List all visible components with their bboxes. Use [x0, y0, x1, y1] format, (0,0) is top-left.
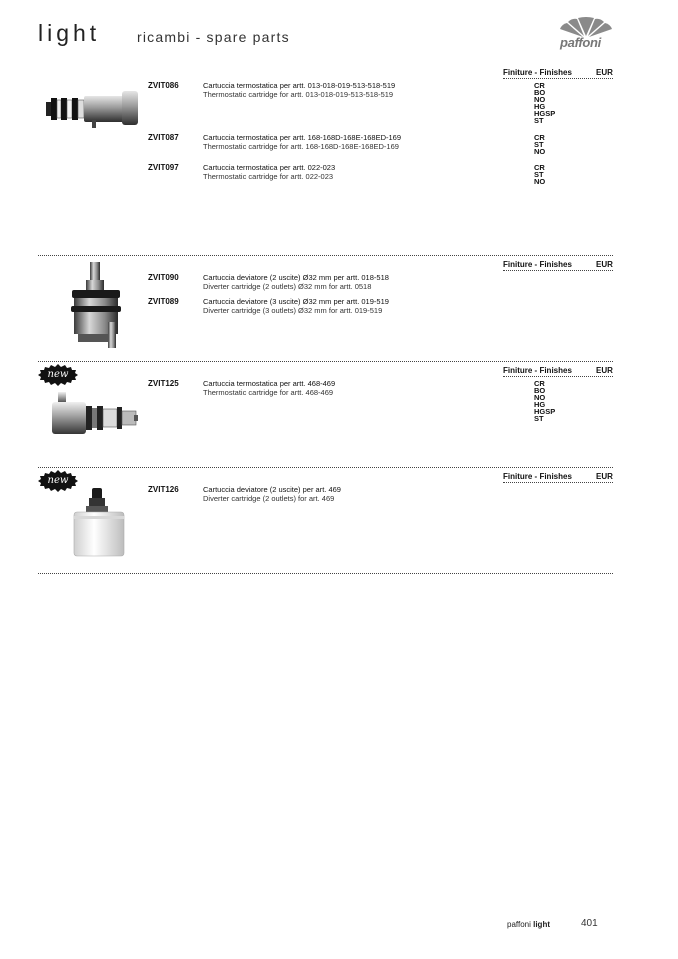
item-code: ZVIT125	[148, 379, 179, 388]
logo-text: paffoni	[560, 35, 601, 50]
description-it: Cartuccia termostatica per artt. 168-168D-168E-168ED-169	[203, 133, 402, 142]
description-it: Cartuccia termostatica per artt. 468-469	[203, 379, 336, 388]
finish-code: CR	[534, 133, 545, 142]
description-en: Thermostatic cartridge for artt. 022-023	[203, 172, 334, 181]
footer-brand-name: paffoni	[507, 920, 531, 929]
diverter-cartridge-image	[68, 262, 124, 352]
finish-code: ST	[534, 414, 544, 423]
finish-code: HG	[534, 400, 546, 409]
eur-label: EUR	[596, 472, 613, 481]
eur-label: EUR	[596, 366, 613, 375]
finishes-label: Finiture - Finishes	[503, 366, 572, 375]
finish-code: ST	[534, 170, 544, 179]
finishes-header	[503, 260, 613, 269]
finish-code: ST	[534, 140, 544, 149]
description-en: Diverter cartridge (3 outlets) Ø32 mm for artt. 019-519	[203, 306, 383, 315]
brand-title: light	[38, 20, 101, 46]
finishes-header	[503, 68, 613, 77]
description-it: Cartuccia termostatica per artt. 013-018-019-513-518-519	[203, 81, 396, 90]
item-code: ZVIT087	[148, 133, 179, 142]
finishes-list	[534, 134, 545, 155]
section-divider	[38, 361, 613, 362]
footer-collection: light	[533, 920, 550, 929]
finishes-header	[503, 472, 613, 481]
finishes-list	[534, 380, 555, 422]
item-code: ZVIT097	[148, 163, 179, 172]
item-code: ZVIT089	[148, 297, 179, 306]
page-subtitle: ricambi - spare parts	[137, 29, 290, 45]
description-it: Cartuccia deviatore (2 uscite) Ø32 mm per artt. 018-518	[203, 273, 389, 282]
new-badge-label: new	[47, 475, 69, 486]
finishes-divider	[503, 270, 613, 271]
finish-code: NO	[534, 147, 546, 156]
finishes-list	[534, 82, 555, 124]
description-it: Cartuccia deviatore (2 uscite) per art. 469	[203, 485, 341, 494]
item-code: ZVIT090	[148, 273, 179, 282]
finish-code: NO	[534, 95, 546, 104]
item-description	[203, 379, 335, 397]
new-badge-label: new	[47, 369, 69, 380]
eur-label: EUR	[596, 68, 613, 77]
finish-code: HGSP	[534, 407, 556, 416]
finish-code: BO	[534, 88, 546, 97]
thermostatic-cartridge-new-image	[50, 392, 140, 438]
page-number: 401	[581, 918, 598, 929]
description-it: Cartuccia deviatore (3 uscite) Ø32 mm per artt. 019-519	[203, 297, 389, 306]
description-en: Thermostatic cartridge for artt. 013-018-019-513-518-519	[203, 90, 394, 99]
finish-code: NO	[534, 177, 546, 186]
new-badge	[38, 364, 78, 386]
finish-code: HGSP	[534, 109, 556, 118]
description-en: Thermostatic cartridge for artt. 468-469	[203, 388, 334, 397]
section-divider	[38, 467, 613, 468]
description-en: Diverter cartridge (2 outlets) for art. 469	[203, 494, 335, 503]
finishes-header	[503, 366, 613, 375]
finishes-label: Finiture - Finishes	[503, 68, 572, 77]
section-divider	[38, 573, 613, 574]
item-description	[203, 485, 341, 503]
finish-code: CR	[534, 379, 545, 388]
section-divider	[38, 255, 613, 256]
item-description	[203, 133, 401, 151]
item-description	[203, 163, 335, 181]
finish-code: BO	[534, 386, 546, 395]
diverter-cartridge-new-image	[72, 486, 128, 558]
finishes-divider	[503, 482, 613, 483]
finish-code: NO	[534, 393, 546, 402]
finishes-list	[534, 164, 545, 185]
description-it: Cartuccia termostatica per artt. 022-023	[203, 163, 336, 172]
finishes-label: Finiture - Finishes	[503, 472, 572, 481]
finishes-divider	[503, 376, 613, 377]
eur-label: EUR	[596, 260, 613, 269]
finish-code: CR	[534, 163, 545, 172]
item-code: ZVIT086	[148, 81, 179, 90]
finishes-divider	[503, 78, 613, 79]
finish-code: CR	[534, 81, 545, 90]
footer-brand	[507, 920, 550, 929]
item-code: ZVIT126	[148, 485, 179, 494]
finish-code: HG	[534, 102, 546, 111]
paffoni-logo	[556, 16, 616, 54]
description-en: Diverter cartridge (2 outlets) Ø32 mm for artt. 0518	[203, 282, 372, 291]
finish-code: ST	[534, 116, 544, 125]
item-description	[203, 81, 395, 99]
finishes-label: Finiture - Finishes	[503, 260, 572, 269]
thermostatic-cartridge-image	[44, 88, 140, 132]
item-description	[203, 297, 389, 315]
item-description	[203, 273, 389, 291]
description-en: Thermostatic cartridge for artt. 168-168D-168E-168ED-169	[203, 142, 399, 151]
